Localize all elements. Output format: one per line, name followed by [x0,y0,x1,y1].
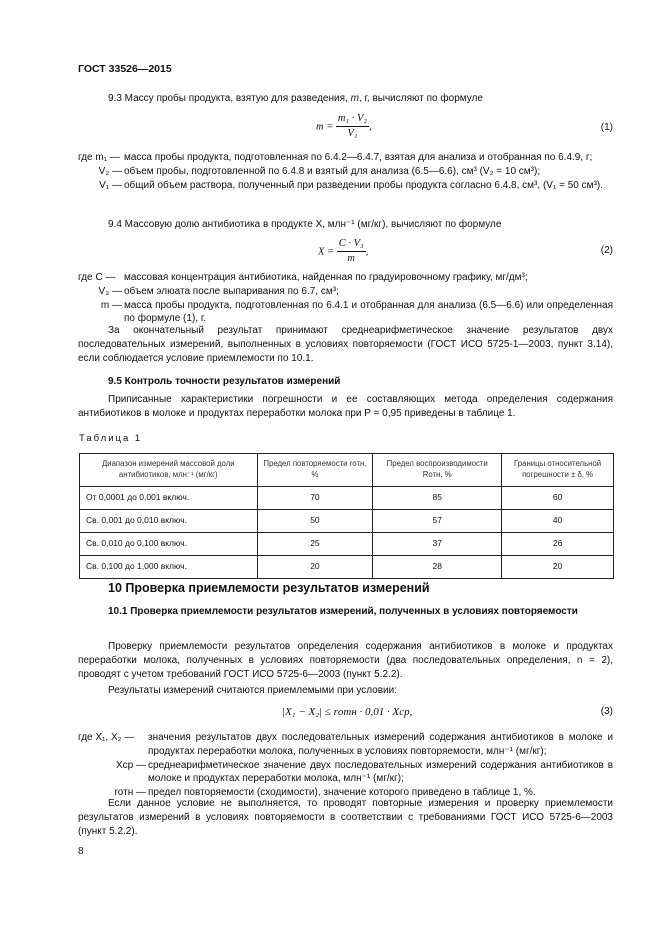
table-header-error-bounds: Границы относительной погрешности ± δ, % [502,454,614,487]
formula-2-denominator: m [347,253,356,265]
table-header-reproducibility: Предел воспроизводимости Rотн, % [373,454,502,487]
formula-2-numerator: C · V₃ [337,237,366,252]
definition-symbol: V₁ — [99,179,122,191]
formula-1-definitions [78,151,613,192]
table-header-range: Диапазон измерений массовой доли антибиотиков, млн⁻¹ (мг/кг) [80,454,258,487]
table-cell-delta: 20 [502,556,614,579]
table-1-caption: Таблица 1 [79,433,143,444]
formula-3-number: (3) [600,706,613,717]
definition-text: масса пробы продукта, подготовленная по 6.4.2—6.4.7, взятая для анализа и отобранная по 6.4.9, г; [124,152,593,163]
section-10-heading: 10 Проверка приемлемости результатов измерений [108,581,430,595]
section-10-1-paragraph-1: Проверку приемлемости результатов определения содержания антибиотиков в молоке и продуктах переработки молока, полученных в условиях повторяемости (два последовательных определения, n = 2), проводят с учетом требований ГОСТ ИСО 5725-6—2003 (пункт 5.2.2). [78,641,613,680]
definition-text: общий объем раствора, полученный при разведении пробы продукта согласно 6.4.8, см³, (V₁ = 50 см³). [124,179,603,191]
definition-text: массовая концентрация антибиотика, найденная по градуировочному графику, мг/дм³; [124,272,528,283]
final-result-paragraph: За окончательный результат принимают среднеарифметическое значение результатов двух последовательных измерений, выполненных в условиях повторяемости (ГОСТ ИСО 5725-1—2003, пункт 3.14), если соблюдается условие приемлемости по 10.1. [78,325,613,364]
table-header-row [80,454,614,487]
formula-1 [316,112,372,142]
definition-symbol: V₃ — [98,285,122,297]
table-cell-r: 20 [257,556,373,579]
table-cell-range: От 0,0001 до 0,001 включ. [80,487,258,510]
table-cell-r: 25 [257,533,373,556]
table-cell-R: 28 [373,556,502,579]
table-cell-R: 57 [373,510,502,533]
formula-1-denominator: V₁ [347,128,358,140]
definition-symbol: m — [100,299,122,311]
definition-symbol: где m₁ — [78,152,120,163]
formula-3: |X₁ − X₂| ≤ rотн · 0,01 · Xср, [282,706,413,718]
definition-text: объем пробы, подготовленной по 6.4.8 и взятый для анализа (6.5—6.6), см³ (V₂ = 10 см³); [124,165,541,177]
definition-symbol: Xср — [115,759,146,771]
table-1 [79,453,614,579]
formula-1-fraction [336,112,369,142]
section-9-3-tail: , г, вычисляют по формуле [358,93,483,104]
section-9-3-intro [108,92,483,106]
table-row [80,510,614,533]
table-cell-r: 50 [257,510,373,533]
definition-c [78,271,613,285]
formula-2-lhs: X = [318,246,335,258]
formula-1-numerator: m₁ · V₂ [336,112,369,127]
definition-text: масса пробы продукта, подготовленная по 6.4.1 и отобранная для анализа (6.5—6.6) или определенная по формуле (1), г. [124,299,613,325]
table-cell-range: Св. 0,100 до 1,000 включ. [80,556,258,579]
formula-1-number: (1) [600,122,613,133]
definition-m [78,299,613,327]
formula-2-number: (2) [600,245,613,256]
section-9-4-intro: 9.4 Массовую долю антибиотика в продукте X, млн⁻¹ (мг/кг), вычисляют по формуле [108,219,502,230]
formula-3-definitions [78,731,613,800]
page-number: 8 [78,846,84,857]
section-10-1-paragraph-2: Результаты измерений считаются приемлемыми при условии: [108,685,397,696]
definition-v1 [78,179,613,193]
table-cell-delta: 26 [502,533,614,556]
definition-symbol: где X₁, X₂ — [78,732,135,743]
definition-symbol: где C — [78,272,116,283]
table-row [80,487,614,510]
definition-text: объем элюата после выпаривания по 6.7, см³; [124,285,339,297]
section-10-1-paragraph-3: Если данное условие не выполняется, то проводят повторные измерения и проверку приемлемости результатов измерений в условиях повторяемости в соответствии с требованиями ГОСТ ИСО 5725-6—2003 (пункт 5.2.2). [78,798,613,837]
definition-text: значения результатов двух последовательных измерений содержания антибиотиков в молоке и продуктах переработки молока, полученных в условиях повторяемости, млн⁻¹ (мг/кг); [148,732,613,757]
definition-xcp [78,759,613,787]
definition-text: среднеарифметическое значение двух последовательных измерений содержания антибиотиков в молоке и продуктах переработки молока, млн⁻¹ (мг/кг); [148,759,613,785]
table-cell-delta: 60 [502,487,614,510]
table-header-repeatability: Предел повторяемости rотн, % [257,454,373,487]
formula-1-tail: , [369,121,372,133]
table-row [80,533,614,556]
definition-symbol: rотн — [114,787,146,799]
table-row [80,556,614,579]
section-9-5-heading: 9.5 Контроль точности результатов измерений [108,376,341,387]
formula-2-tail: , [365,246,369,258]
definition-text: предел повторяемости (сходимости), значение которого приведено в таблице 1, %. [148,787,536,799]
formula-2 [318,237,368,267]
mass-symbol: m [350,93,359,104]
formula-1-lhs: m = [316,121,334,133]
table-cell-r: 70 [257,487,373,510]
definition-symbol: V₂ — [98,165,122,177]
table-cell-R: 85 [373,487,502,510]
formula-2-fraction [337,237,366,267]
table-cell-R: 37 [373,533,502,556]
definition-m1 [78,151,613,165]
formula-2-definitions [78,271,613,326]
standard-header: ГОСТ 33526—2015 [78,63,172,75]
section-9-5-text: Приписанные характеристики погрешности и ее составляющих метода определения содержания антибиотиков в молоке и продуктах переработки молока при P = 0,95 приведены в таблице 1. [78,394,613,419]
table-cell-range: Св. 0,010 до 0,100 включ. [80,533,258,556]
definition-x1-x2 [78,731,613,759]
table-cell-range: Св. 0,001 до 0,010 включ. [80,510,258,533]
definition-v2 [78,165,613,179]
section-10-1-heading: 10.1 Проверка приемлемости результатов измерений, полученных в условиях повторяемости [108,606,578,617]
definition-v3 [78,285,613,299]
table-cell-delta: 40 [502,510,614,533]
section-9-3-text: 9.3 Массу пробы продукта, взятую для разведения, [108,93,348,104]
